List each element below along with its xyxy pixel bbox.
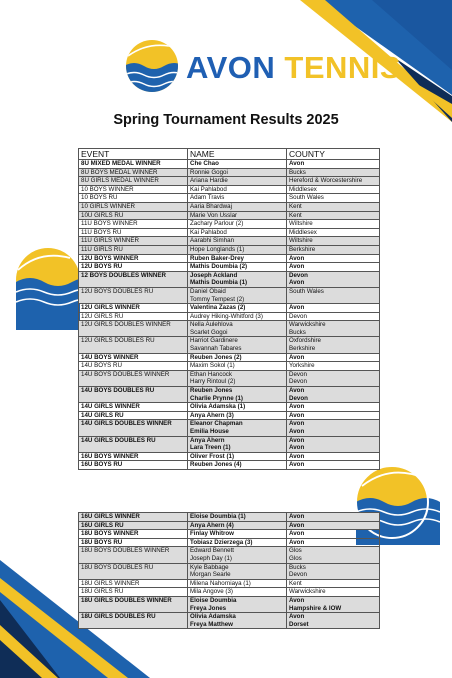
event-cell: 14U GIRLS DOUBLES WINNER bbox=[79, 420, 188, 436]
county-cell bbox=[287, 202, 380, 211]
county-line: Bucks bbox=[289, 328, 306, 336]
name-cell bbox=[188, 245, 287, 254]
name-line: Scarlet Gogoi bbox=[190, 328, 228, 336]
county-cell bbox=[287, 254, 380, 263]
table-row bbox=[79, 202, 380, 211]
name-line: Oliver Frost (1) bbox=[190, 452, 235, 460]
event-cell: 14U GIRLS WINNER bbox=[79, 403, 188, 412]
name-cell bbox=[188, 321, 287, 337]
event-cell: 14U BOYS DOUBLES WINNER bbox=[79, 370, 188, 386]
county-line: South Wales bbox=[289, 287, 324, 295]
county-line: Devon bbox=[289, 378, 307, 386]
name-line: Audrey Hiking-Whitford (3) bbox=[190, 312, 263, 320]
table-row bbox=[79, 596, 380, 612]
name-line: Ruben Baker-Drey bbox=[190, 254, 244, 262]
name-line: Reuben Jones (2) bbox=[190, 353, 242, 361]
name-cell bbox=[188, 287, 287, 303]
county-line: Oxfordshire bbox=[289, 337, 321, 345]
name-line: Milena Nahorniaya (1) bbox=[190, 579, 251, 587]
name-cell bbox=[188, 202, 287, 211]
name-line: Aaria Bhardwaj bbox=[190, 202, 232, 210]
table-row bbox=[79, 370, 380, 386]
name-line: Marie Von Usslar bbox=[190, 211, 238, 219]
name-cell bbox=[188, 312, 287, 321]
county-cell bbox=[287, 304, 380, 313]
table-row bbox=[79, 211, 380, 220]
table-row bbox=[79, 312, 380, 321]
name-cell bbox=[188, 304, 287, 313]
table-row bbox=[79, 263, 380, 272]
county-cell bbox=[287, 287, 380, 303]
county-line: Devon bbox=[289, 271, 308, 279]
name-cell bbox=[188, 177, 287, 186]
name-line: Finlay Whitrow bbox=[190, 530, 234, 538]
county-line: Avon bbox=[289, 411, 305, 419]
header-name: NAME bbox=[188, 149, 287, 160]
name-line: Joseph Day (1) bbox=[190, 554, 232, 562]
county-line: Avon bbox=[289, 387, 305, 395]
name-cell bbox=[188, 403, 287, 412]
logo-word-avon: AVON bbox=[186, 50, 276, 85]
name-line: Reuben Jones bbox=[190, 387, 233, 395]
event-cell: 14U BOYS WINNER bbox=[79, 353, 188, 362]
county-cell bbox=[287, 211, 380, 220]
event-cell: 14U BOYS RU bbox=[79, 362, 188, 371]
table-row bbox=[79, 436, 380, 452]
table-row bbox=[79, 403, 380, 412]
name-cell bbox=[188, 547, 287, 563]
avon-tennis-logo-icon bbox=[120, 36, 184, 100]
name-cell bbox=[188, 185, 287, 194]
county-line bbox=[289, 296, 377, 304]
name-cell bbox=[188, 237, 287, 246]
event-cell: 18U BOYS RU bbox=[79, 538, 188, 547]
county-cell bbox=[287, 177, 380, 186]
county-cell bbox=[287, 237, 380, 246]
county-line: Avon bbox=[289, 513, 305, 520]
county-line: Middlesex bbox=[289, 185, 317, 193]
county-line: Hampshire & IOW bbox=[289, 604, 342, 612]
name-cell bbox=[188, 521, 287, 530]
county-cell bbox=[287, 547, 380, 563]
table-row bbox=[79, 185, 380, 194]
name-cell bbox=[188, 596, 287, 612]
name-cell bbox=[188, 362, 287, 371]
name-cell bbox=[188, 220, 287, 229]
event-cell: 18U GIRLS DOUBLES RU bbox=[79, 613, 188, 629]
county-line: Avon bbox=[289, 444, 305, 452]
logo-word-tennis: TENNIS bbox=[284, 50, 402, 85]
name-cell bbox=[188, 530, 287, 539]
county-cell bbox=[287, 370, 380, 386]
table-row bbox=[79, 452, 380, 461]
county-line: Avon bbox=[289, 353, 305, 361]
name-line: Joseph Ackland bbox=[190, 271, 238, 279]
county-cell bbox=[287, 194, 380, 203]
name-line: Hope Longlands (1) bbox=[190, 245, 245, 253]
event-cell: 12U BOYS RU bbox=[79, 263, 188, 272]
event-cell: 12U GIRLS DOUBLES WINNER bbox=[79, 321, 188, 337]
county-line: South Wales bbox=[289, 194, 324, 202]
table-row bbox=[79, 228, 380, 237]
name-line: Emilia House bbox=[190, 428, 229, 435]
name-line: Nella Aulehlova bbox=[190, 321, 233, 329]
name-cell bbox=[188, 436, 287, 452]
event-cell: 18U GIRLS WINNER bbox=[79, 579, 188, 588]
county-line: Avon bbox=[289, 538, 305, 546]
header-event: EVENT bbox=[79, 149, 188, 160]
county-cell bbox=[287, 353, 380, 362]
name-line: Mila Angove (3) bbox=[190, 588, 233, 596]
table-row bbox=[79, 362, 380, 371]
name-cell bbox=[188, 160, 287, 169]
county-line: Berkshire bbox=[289, 245, 316, 253]
county-line: Kent bbox=[289, 579, 302, 587]
table-row bbox=[79, 420, 380, 436]
county-line: Avon bbox=[289, 420, 305, 428]
table-row bbox=[79, 337, 380, 353]
event-cell: 12U GIRLS DOUBLES RU bbox=[79, 337, 188, 353]
county-line: Avon bbox=[289, 436, 305, 444]
name-line: Anya Ahern (3) bbox=[190, 411, 234, 419]
county-line: Devon bbox=[289, 571, 307, 579]
name-line: Anya Ahern (4) bbox=[190, 521, 234, 529]
name-cell bbox=[188, 387, 287, 403]
county-line: Bucks bbox=[289, 168, 306, 176]
table-row bbox=[79, 245, 380, 254]
county-cell bbox=[287, 563, 380, 579]
name-cell bbox=[188, 353, 287, 362]
table-row bbox=[79, 254, 380, 263]
name-line: Mathis Doumbia (2) bbox=[190, 263, 248, 271]
name-line: Harriot Gardinere bbox=[190, 337, 238, 345]
county-cell bbox=[287, 245, 380, 254]
county-cell bbox=[287, 452, 380, 461]
name-line: Tobiasz Dzierzega (3) bbox=[190, 538, 253, 546]
county-cell bbox=[287, 420, 380, 436]
name-line: Anya Ahern bbox=[190, 436, 225, 444]
county-cell bbox=[287, 538, 380, 547]
name-cell bbox=[188, 168, 287, 177]
name-cell bbox=[188, 588, 287, 597]
county-line: Avon bbox=[289, 263, 305, 271]
event-cell: 10 BOYS WINNER bbox=[79, 185, 188, 194]
name-cell bbox=[188, 420, 287, 436]
table-row bbox=[79, 547, 380, 563]
county-line: Warwickshire bbox=[289, 321, 326, 329]
name-line: Morgan Searle bbox=[190, 571, 231, 579]
name-line: Charlie Prynne (1) bbox=[190, 394, 243, 402]
county-line: Avon bbox=[289, 279, 305, 287]
county-cell bbox=[287, 337, 380, 353]
results-table-2 bbox=[78, 512, 380, 629]
name-cell bbox=[188, 254, 287, 263]
county-cell bbox=[287, 588, 380, 597]
table-row bbox=[79, 411, 380, 420]
event-cell: 14U BOYS DOUBLES RU bbox=[79, 387, 188, 403]
event-cell: 10 BOYS RU bbox=[79, 194, 188, 203]
county-line: Avon bbox=[289, 254, 305, 262]
name-line: Harry Rintoul (2) bbox=[190, 378, 236, 386]
county-cell bbox=[287, 220, 380, 229]
county-cell bbox=[287, 403, 380, 412]
event-cell: 16U BOYS WINNER bbox=[79, 452, 188, 461]
name-line: Eleanor Chapman bbox=[190, 420, 243, 428]
header-county: COUNTY bbox=[287, 149, 380, 160]
event-cell: 14U GIRLS DOUBLES RU bbox=[79, 436, 188, 452]
county-cell bbox=[287, 530, 380, 539]
event-cell: 12 BOYS DOUBLES WINNER bbox=[79, 271, 188, 287]
county-line: Wiltshire bbox=[289, 237, 313, 245]
county-cell bbox=[287, 513, 380, 522]
county-cell bbox=[287, 160, 380, 169]
name-line: Ethan Hancock bbox=[190, 370, 232, 378]
event-cell: 11U BOYS WINNER bbox=[79, 220, 188, 229]
county-line: Avon bbox=[289, 461, 305, 469]
name-line: Valentina Zazas (2) bbox=[190, 304, 246, 312]
name-line: Ronnie Gogoi bbox=[190, 168, 228, 176]
event-cell: 11U GIRLS WINNER bbox=[79, 237, 188, 246]
name-line: Tommy Tempest (2) bbox=[190, 295, 245, 303]
table-row bbox=[79, 530, 380, 539]
name-cell bbox=[188, 538, 287, 547]
county-line: Devon bbox=[289, 394, 308, 402]
name-line: Daniel Obaid bbox=[190, 287, 226, 295]
name-line: Maxim Sokol (1) bbox=[190, 362, 235, 370]
table-row bbox=[79, 271, 380, 287]
name-cell bbox=[188, 579, 287, 588]
county-cell bbox=[287, 185, 380, 194]
name-cell bbox=[188, 194, 287, 203]
event-cell: 11U BOYS RU bbox=[79, 228, 188, 237]
county-line: Avon bbox=[289, 304, 305, 312]
county-line: Bucks bbox=[289, 563, 306, 571]
county-cell bbox=[287, 596, 380, 612]
name-line: Savannah Tabares bbox=[190, 345, 242, 353]
name-line: Che Chao bbox=[190, 160, 219, 167]
county-cell bbox=[287, 321, 380, 337]
county-line: Middlesex bbox=[289, 228, 317, 236]
name-line: Reuben Jones (4) bbox=[190, 461, 242, 469]
table-row bbox=[79, 287, 380, 303]
name-line: Freya Matthew bbox=[190, 620, 233, 628]
event-cell: 16U GIRLS RU bbox=[79, 521, 188, 530]
name-cell bbox=[188, 370, 287, 386]
county-cell bbox=[287, 411, 380, 420]
county-cell bbox=[287, 228, 380, 237]
table-row bbox=[79, 160, 380, 169]
county-line: Berkshire bbox=[289, 345, 316, 353]
table-row bbox=[79, 521, 380, 530]
name-line: Eloise Doumbia (1) bbox=[190, 513, 246, 520]
name-line: Freya Jones bbox=[190, 604, 227, 612]
name-line: Aarabhi Simhan bbox=[190, 237, 235, 245]
county-line: Avon bbox=[289, 613, 305, 621]
county-line: Kent bbox=[289, 202, 302, 210]
table-row bbox=[79, 538, 380, 547]
event-cell: 12U GIRLS WINNER bbox=[79, 304, 188, 313]
county-line: Avon bbox=[289, 403, 305, 411]
county-line: Devon bbox=[289, 370, 307, 378]
name-line: Olivia Adamska bbox=[190, 613, 236, 621]
county-line: Yorkshire bbox=[289, 362, 315, 370]
table-header-row bbox=[79, 149, 380, 160]
table-row bbox=[79, 461, 380, 470]
event-cell: 8U MIXED MEDAL WINNER bbox=[79, 160, 188, 169]
county-cell bbox=[287, 271, 380, 287]
name-line: Edward Bennett bbox=[190, 547, 235, 555]
event-cell: 18U BOYS DOUBLES WINNER bbox=[79, 547, 188, 563]
event-cell: 18U GIRLS RU bbox=[79, 588, 188, 597]
county-line: Avon bbox=[289, 521, 305, 529]
event-cell: 12U BOYS WINNER bbox=[79, 254, 188, 263]
logo-text bbox=[186, 50, 401, 86]
name-line: Kai Pahlabod bbox=[190, 185, 227, 193]
event-cell: 16U BOYS RU bbox=[79, 461, 188, 470]
name-line: Mathis Doumbia (1) bbox=[190, 279, 248, 287]
name-cell bbox=[188, 211, 287, 220]
event-cell: 18U BOYS WINNER bbox=[79, 530, 188, 539]
county-line: Avon bbox=[289, 428, 305, 435]
event-cell: 8U GIRLS MEDAL WINNER bbox=[79, 177, 188, 186]
county-cell bbox=[287, 436, 380, 452]
county-line: Devon bbox=[289, 312, 307, 320]
name-cell bbox=[188, 271, 287, 287]
table-row bbox=[79, 321, 380, 337]
name-cell bbox=[188, 563, 287, 579]
name-line: Kyle Babbage bbox=[190, 563, 229, 571]
county-line: Avon bbox=[289, 596, 305, 604]
county-cell bbox=[287, 312, 380, 321]
table-row bbox=[79, 579, 380, 588]
county-cell bbox=[287, 461, 380, 470]
name-line: Ariana Hardie bbox=[190, 177, 228, 185]
county-line: Wiltshire bbox=[289, 220, 313, 228]
county-cell bbox=[287, 579, 380, 588]
county-cell bbox=[287, 387, 380, 403]
table-row bbox=[79, 177, 380, 186]
name-cell bbox=[188, 452, 287, 461]
county-line: Warwickshire bbox=[289, 588, 326, 596]
name-cell bbox=[188, 337, 287, 353]
county-line: Avon bbox=[289, 160, 305, 167]
county-cell bbox=[287, 263, 380, 272]
name-line: Zachary Parlour (2) bbox=[190, 220, 244, 228]
county-line: Glos bbox=[289, 554, 302, 562]
county-cell bbox=[287, 362, 380, 371]
table-row bbox=[79, 237, 380, 246]
name-cell bbox=[188, 228, 287, 237]
event-cell: 10 GIRLS WINNER bbox=[79, 202, 188, 211]
name-cell bbox=[188, 613, 287, 629]
name-line: Olivia Adamska (1) bbox=[190, 403, 246, 411]
name-line: Eloise Doumbia bbox=[190, 596, 237, 604]
event-cell: 8U BOYS MEDAL WINNER bbox=[79, 168, 188, 177]
county-line: Hereford & Worcestershire bbox=[289, 177, 363, 185]
county-line: Kent bbox=[289, 211, 302, 219]
event-cell: 14U GIRLS RU bbox=[79, 411, 188, 420]
table-row bbox=[79, 387, 380, 403]
table-row bbox=[79, 220, 380, 229]
table-row bbox=[79, 513, 380, 522]
table-row bbox=[79, 563, 380, 579]
name-cell bbox=[188, 513, 287, 522]
event-cell: 16U GIRLS WINNER bbox=[79, 513, 188, 522]
county-line: Glos bbox=[289, 547, 302, 555]
event-cell: 18U GIRLS DOUBLES WINNER bbox=[79, 596, 188, 612]
name-line: Lara Treen (1) bbox=[190, 444, 231, 452]
county-line: Avon bbox=[289, 452, 305, 460]
name-cell bbox=[188, 263, 287, 272]
event-cell: 10U GIRLS RU bbox=[79, 211, 188, 220]
county-cell bbox=[287, 613, 380, 629]
county-cell bbox=[287, 168, 380, 177]
event-cell: 12U GIRLS RU bbox=[79, 312, 188, 321]
county-cell bbox=[287, 521, 380, 530]
table-row bbox=[79, 613, 380, 629]
name-cell bbox=[188, 461, 287, 470]
table-row bbox=[79, 304, 380, 313]
table-row bbox=[79, 168, 380, 177]
name-line: Kai Pahlabod bbox=[190, 228, 227, 236]
name-line: Adam Travis bbox=[190, 194, 225, 202]
county-line: Dorset bbox=[289, 620, 309, 628]
table-row bbox=[79, 588, 380, 597]
event-cell: 11U GIRLS RU bbox=[79, 245, 188, 254]
results-table-1 bbox=[78, 148, 380, 470]
table-row bbox=[79, 353, 380, 362]
table-row bbox=[79, 194, 380, 203]
event-cell: 18U BOYS DOUBLES RU bbox=[79, 563, 188, 579]
name-cell bbox=[188, 411, 287, 420]
page-title: Spring Tournament Results 2025 bbox=[113, 112, 339, 128]
county-line: Avon bbox=[289, 530, 305, 538]
event-cell: 12U BOYS DOUBLES RU bbox=[79, 287, 188, 303]
